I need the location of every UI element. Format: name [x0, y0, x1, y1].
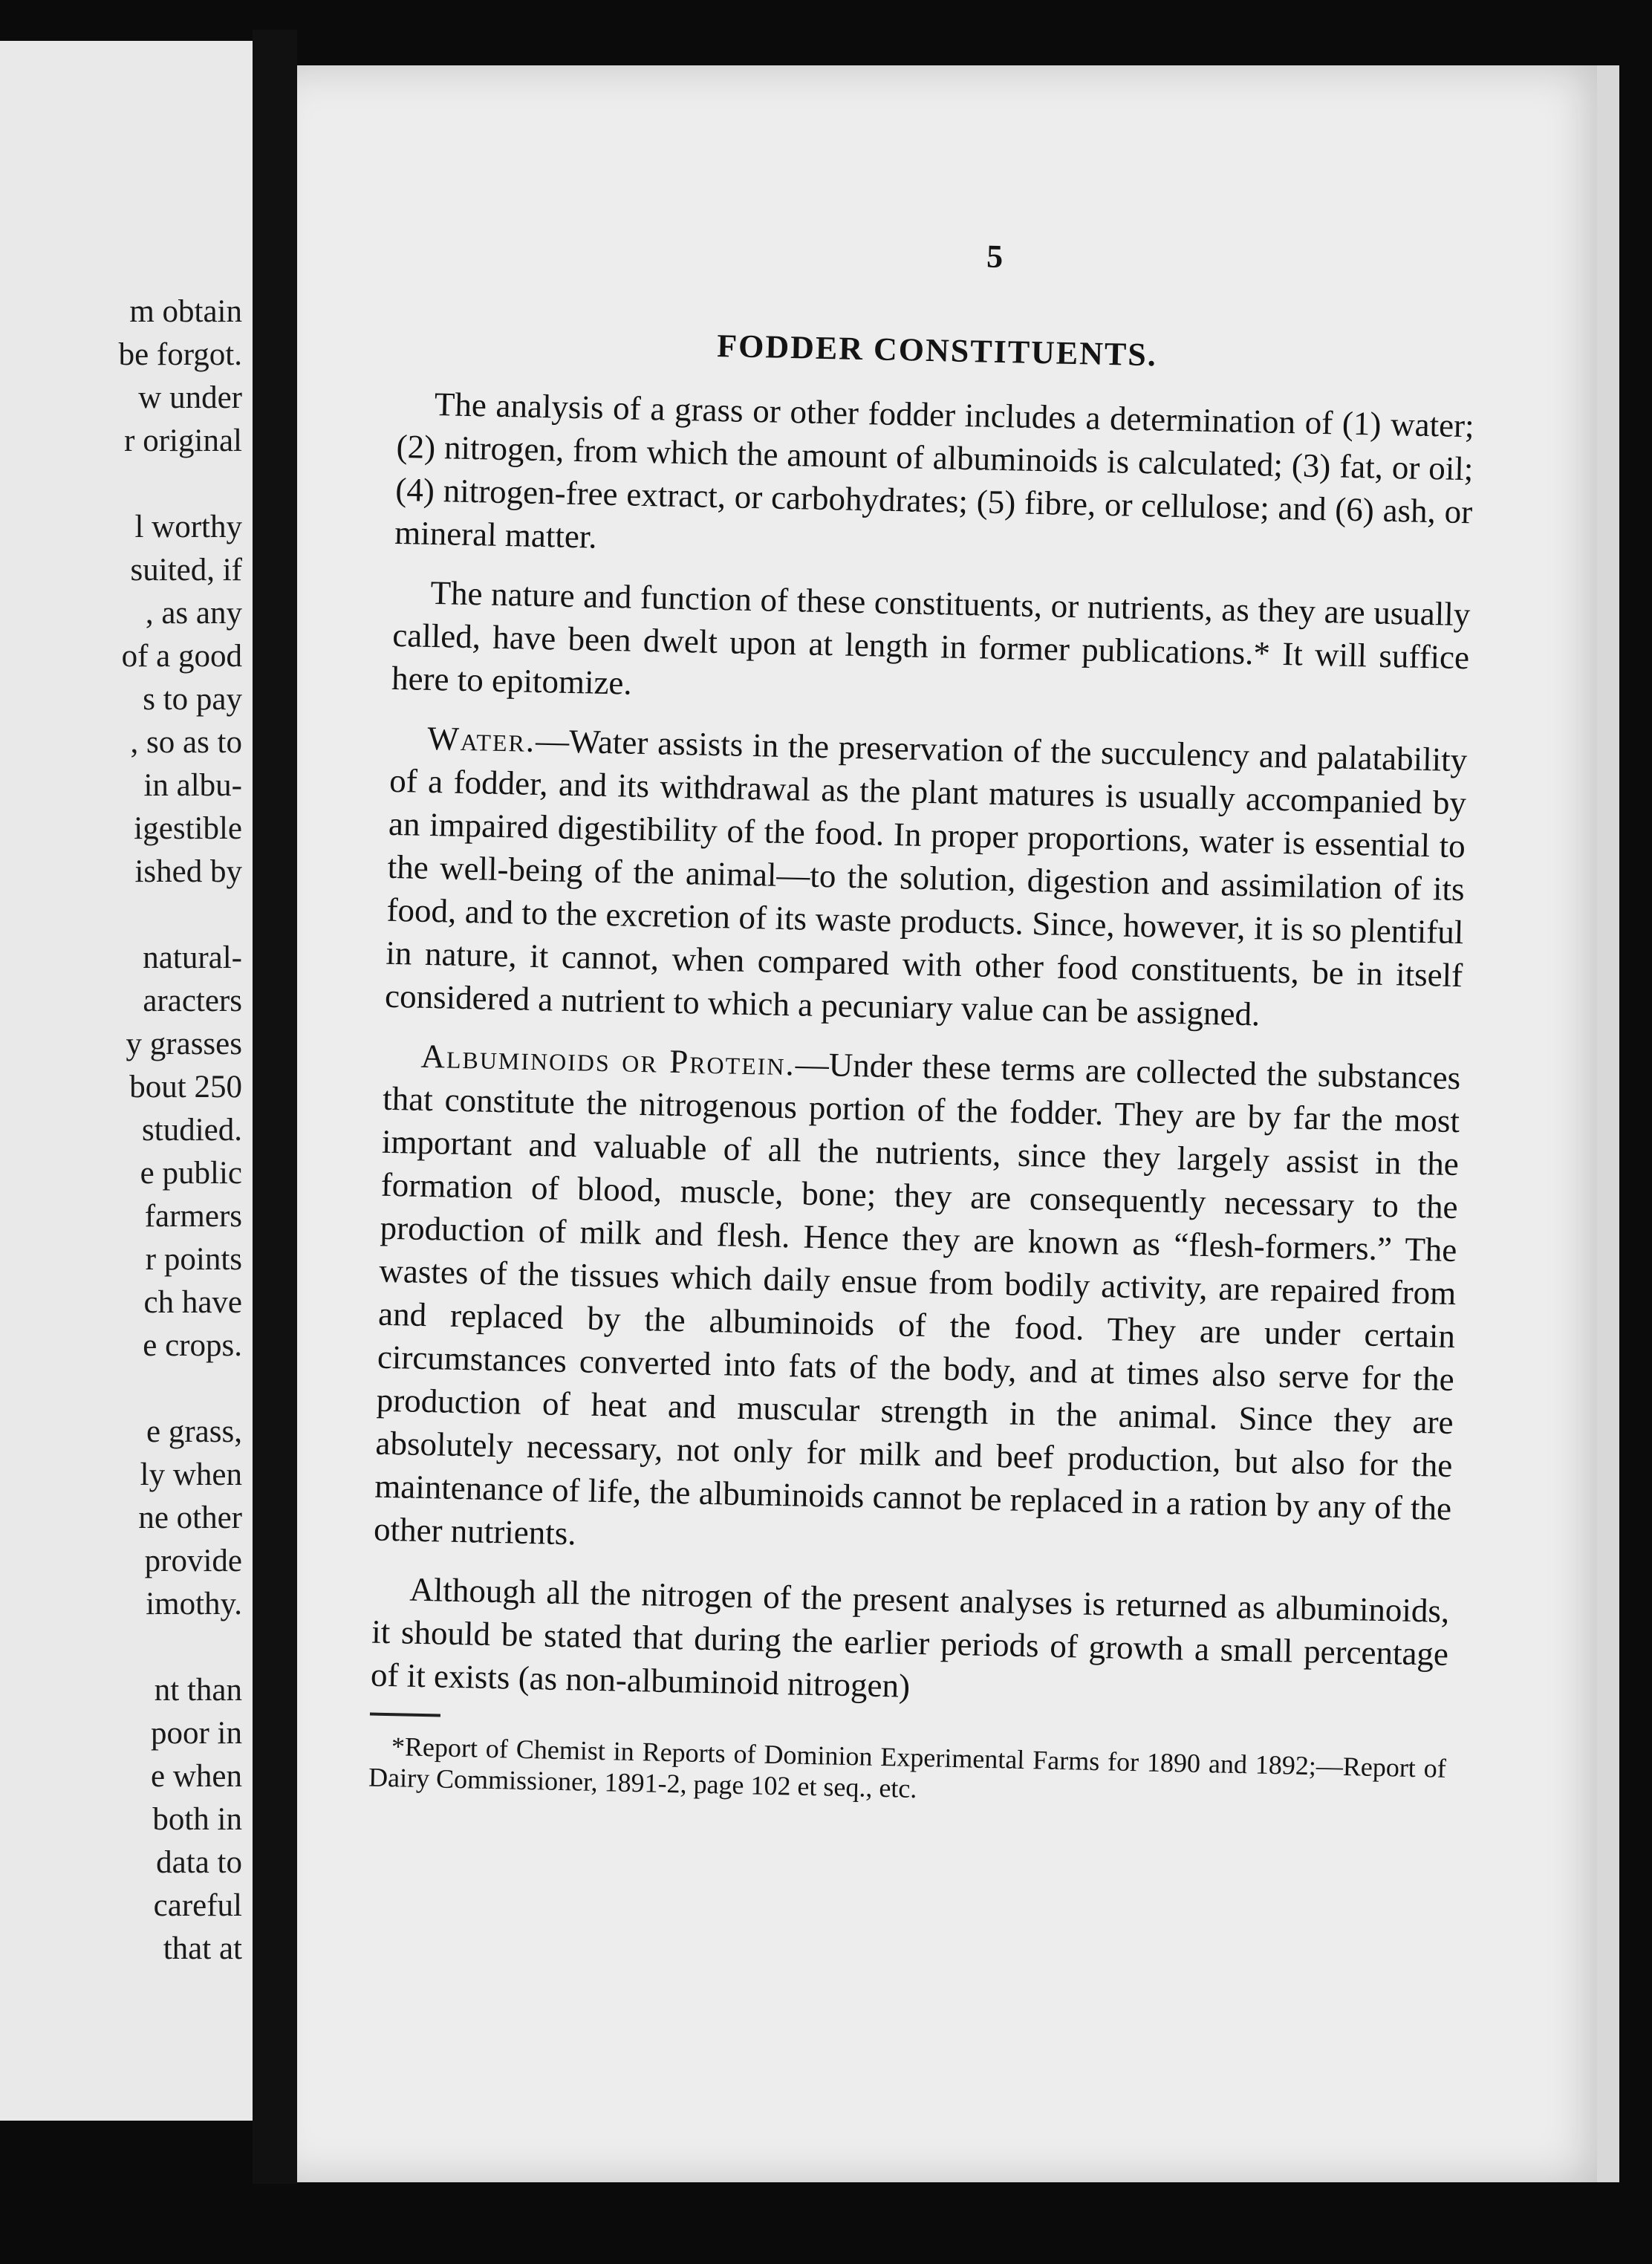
paragraph-nature: The nature and function of these constituents, or nutrients, as they are usually called, have been dwelt upon at length in former publications.* It will suffice here to epitomize. [391, 573, 1471, 702]
albuminoids-run-in-heading: Albuminoids or Protein. [420, 1037, 796, 1083]
facing-page-line: ly when [140, 1457, 242, 1492]
facing-page-line: igestible [134, 811, 242, 846]
paragraph-analysis: The analysis of a grass or other fodder includes a determination of (1) water; (2) nitrogen, from which the amount of albuminoids is calculated; (3) fat, or oil; (4) nitrogen-free extract, or carbohydrates; (5) fibre, or cellulose; and (6) ash, or mineral matter. [394, 385, 1475, 556]
albuminoids-body: —Under these terms are collected the substances that constitute the nitrogenous portion of the fodder. They are by far the most important and valuable of all the nutrients, since they largely assist in the formation of blood, muscle, bone; they are consequently necessary to the production of milk and flesh. Hence they are known as “flesh-formers.” The wastes of the tissues which daily ensue from bodily activity, are repaired from and replaced by the albuminoids of the food. They are under certain circumstances converted into fats of the body, and at times also serve for the production of heat and muscular strength in the animal. Since they are absolutely necessary, not only for milk and beef production, but also for the maintenance of life, the albuminoids cannot be replaced in a ration by any of the other nutrients. [373, 1045, 1461, 1552]
book-gutter [253, 30, 297, 2184]
facing-page-line: imothy. [146, 1587, 242, 1621]
facing-page-line: both in [152, 1802, 242, 1837]
paragraph-water [385, 716, 1468, 1040]
facing-page-line: suited, if [130, 553, 242, 588]
facing-page-line: e public [140, 1156, 242, 1191]
facing-page-line: nt than [154, 1673, 242, 1708]
facing-page-line: ne other [138, 1500, 242, 1535]
facing-page-line: aracters [143, 983, 242, 1018]
facing-page-line: y grasses [126, 1027, 242, 1061]
facing-page-line: that at [163, 1931, 242, 1966]
facing-page-line: e crops. [143, 1328, 242, 1363]
paragraph-nitrogen: Although all the nitrogen of the present analyses is returned as albuminoids, it should be stated that during the earlier periods of growth a small percentage of it exists (as non-albuminoid nitrogen) [370, 1570, 1450, 1705]
facing-page-line: of a good [121, 639, 242, 674]
facing-page-line: in albu- [143, 768, 242, 803]
facing-page-line: natural- [143, 940, 242, 975]
facing-page-line: r original [124, 423, 242, 458]
facing-page-line: be forgot. [118, 337, 242, 372]
facing-page-line: w under [138, 380, 242, 415]
facing-page-line: s to pay [143, 682, 242, 717]
facing-page-line: m obtain [129, 294, 242, 329]
section-heading: FODDER CONSTITUENTS. [716, 327, 1158, 374]
page-edge [1597, 65, 1619, 2182]
facing-page-line: e when [151, 1759, 242, 1794]
water-run-in-heading: Water. [426, 719, 536, 759]
page-number: 5 [986, 238, 1004, 275]
facing-page-line: , so as to [130, 725, 242, 760]
facing-page-line: l worthy [134, 510, 242, 544]
facing-page-left [0, 41, 253, 2121]
facing-page-line: , as any [145, 596, 242, 631]
paragraph-albuminoids [374, 1034, 1461, 1573]
facing-page-line: r points [145, 1242, 242, 1277]
facing-page-line: data to [156, 1845, 242, 1880]
facing-page-line: careful [153, 1888, 242, 1923]
facing-page-line: poor in [150, 1716, 242, 1751]
facing-page-line: farmers [144, 1199, 242, 1234]
page-text [368, 223, 1478, 1815]
facing-page-line: ch have [143, 1285, 242, 1320]
facing-page-line: e grass, [146, 1414, 242, 1449]
water-body: —Water assists in the preservation of the succulency and palatability of a fodder, and its withdrawal as the plant matures is usually accompanied by an impaired digestibility of the food. In proper proportions, water is essential to the well-being of the animal—to the solution, digestion and assimilation of its food, and to the excretion of its waste products. Since, however, it is so plentiful in nature, it cannot, when compared with other food constituents, be in itself considered a nutrient to which a pecuniary value can be assigned. [384, 721, 1468, 1033]
facing-page-line: studied. [142, 1113, 242, 1148]
footnote-rule [370, 1713, 440, 1717]
facing-page-line: ished by [134, 854, 242, 889]
footnote: *Report of Chemist in Reports of Dominion Experimental Farms for 1890 and 1892;—Report of Dairy Commissioner, 1891-2, page 102 et seq., etc. [368, 1731, 1447, 1804]
facing-page-line: bout 250 [129, 1070, 242, 1105]
facing-page-line: provide [144, 1544, 242, 1578]
